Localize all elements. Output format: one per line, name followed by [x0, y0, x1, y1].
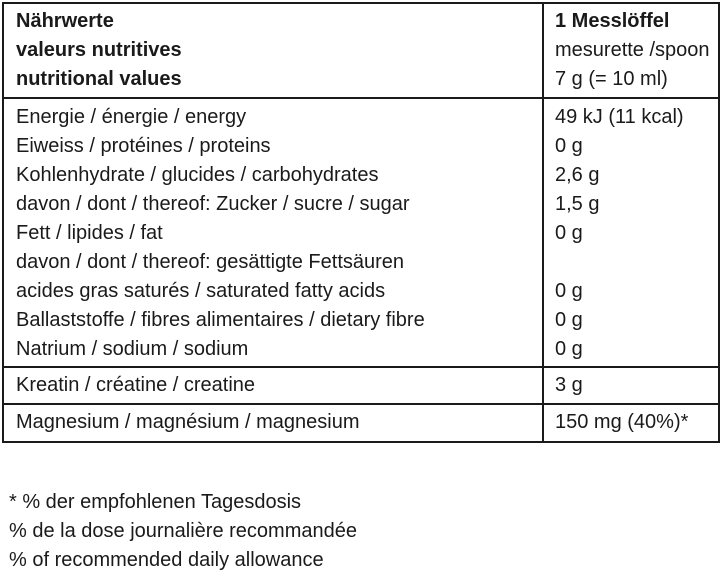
- row-value: [555, 248, 718, 277]
- main-nutrients-section: [4, 98, 718, 367]
- serving-amount: 7 g (= 10 ml): [555, 68, 668, 90]
- footnote-line-de: * % der empfohlenen Tagesdosis: [9, 491, 302, 513]
- kreatin-value: 3 g: [555, 374, 583, 396]
- row-value: 0 g: [555, 135, 583, 157]
- magnesium-label-cell: [4, 404, 543, 441]
- main-values-cell: [543, 98, 718, 367]
- row-label: Natrium / sodium / sodium: [16, 338, 249, 360]
- header-title-fr: valeurs nutritives: [16, 39, 182, 61]
- footnote-line-fr: % de la dose journalière recommandée: [9, 520, 357, 542]
- row-value: 49 kJ (11 kcal): [555, 106, 684, 128]
- row-label: Fett / lipides / fat: [16, 222, 163, 244]
- row-label: davon / dont / thereof: Zucker / sucre / sugar: [16, 193, 410, 215]
- footnote-line-en: % of recommended daily allowance: [9, 549, 324, 571]
- header-title-de: Nährwerte: [16, 10, 114, 32]
- magnesium-value-cell: [543, 404, 718, 441]
- row-label: Kohlenhydrate / glucides / carbohydrates: [16, 164, 379, 186]
- main-labels-cell: [4, 98, 543, 367]
- serving-title: 1 Messlöffel: [555, 10, 670, 32]
- kreatin-row: [4, 367, 718, 404]
- row-label: Eiweiss / protéines / proteins: [16, 135, 271, 157]
- row-label: acides gras saturés / saturated fatty acids: [16, 280, 386, 302]
- footnote: [9, 488, 357, 575]
- magnesium-value: 150 mg (40%)*: [555, 411, 689, 433]
- row-label: davon / dont / thereof: gesättigte Fettsäuren: [16, 251, 405, 273]
- row-value: 0 g: [555, 338, 583, 360]
- row-value: 0 g: [555, 309, 583, 331]
- nutrition-table: [2, 2, 720, 443]
- kreatin-label-cell: [4, 367, 543, 404]
- row-value: 0 g: [555, 222, 583, 244]
- magnesium-row: [4, 404, 718, 441]
- header-serving-cell: [543, 4, 718, 98]
- row-value: 0 g: [555, 280, 583, 302]
- kreatin-value-cell: [543, 367, 718, 404]
- kreatin-label: Kreatin / créatine / creatine: [16, 374, 256, 396]
- header-label-cell: [4, 4, 543, 98]
- row-label: Ballaststoffe / fibres alimentaires / dietary fibre: [16, 309, 425, 331]
- row-value: 1,5 g: [555, 193, 600, 215]
- magnesium-label: Magnesium / magnésium / magnesium: [16, 411, 360, 433]
- nutrition-grid: [4, 4, 718, 441]
- table-header-row: [4, 4, 718, 98]
- row-value: 2,6 g: [555, 164, 600, 186]
- serving-unit: mesurette /spoon: [555, 39, 710, 61]
- header-title-en: nutritional values: [16, 68, 182, 90]
- row-label: Energie / énergie / energy: [16, 106, 247, 128]
